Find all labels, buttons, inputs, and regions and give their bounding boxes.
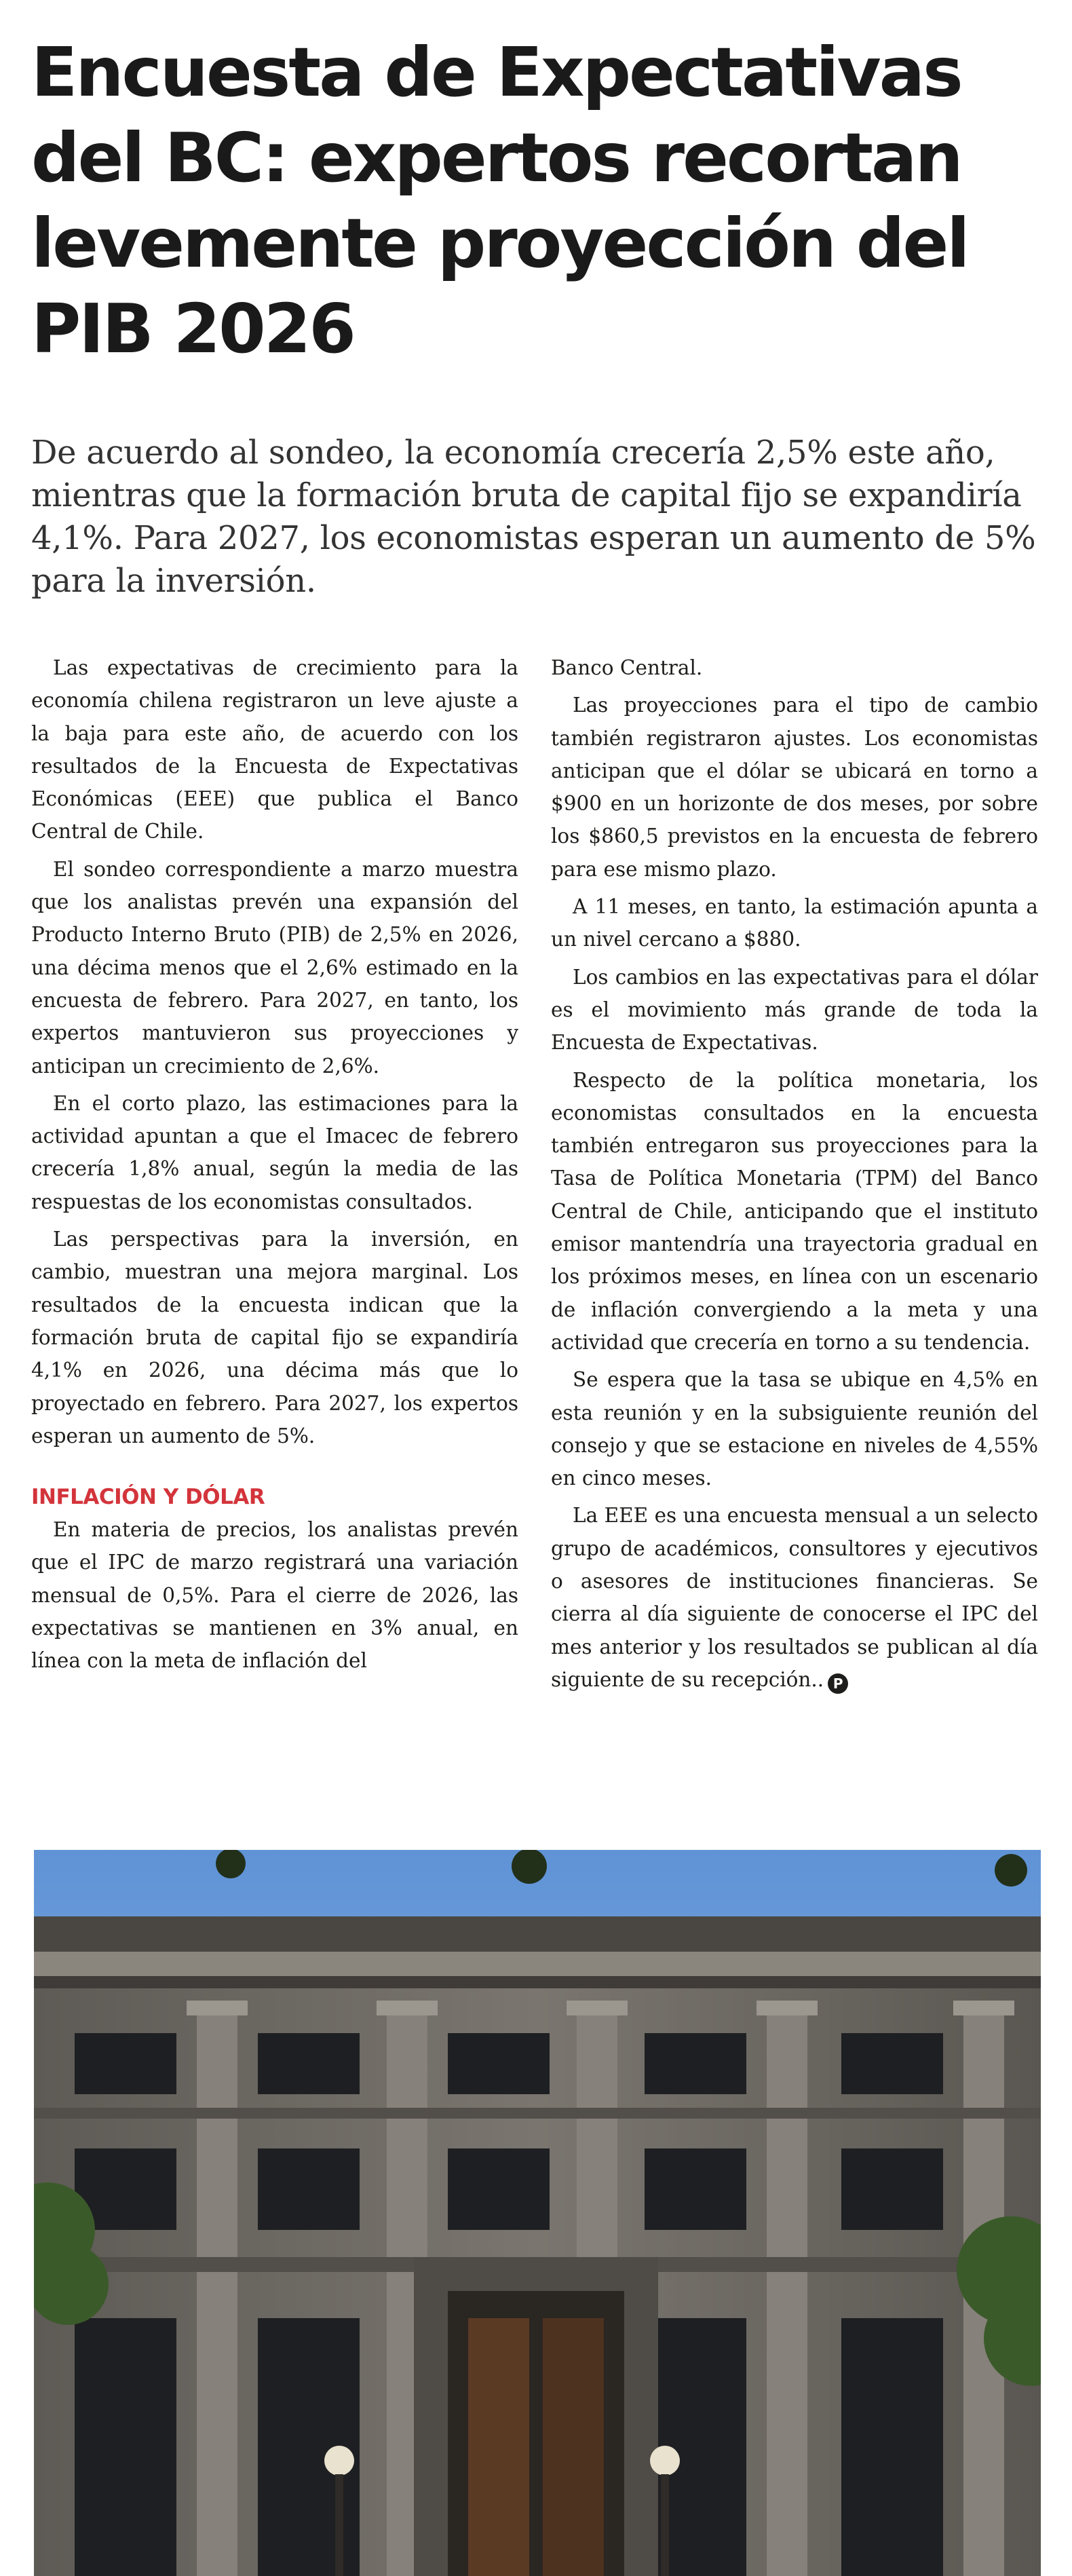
body-paragraph: En el corto plazo, las estimaciones para la actividad apuntan a que el Imacec de febrero crecería 1,8% anual, según la media de las respuestas de los economistas consultados. <box>31 1091 518 1213</box>
final-paragraph-text: La EEE es una encuesta mensual a un selecto grupo de académicos, consultores y ejecutivos o asesores de instituciones financieras. Se cierra al día siguiente de conocerse el IPC del mes anterior y los resultados se publican al día siguiente de su recepción.. <box>551 1504 1038 1691</box>
section-subhead: INFLACIÓN Y DÓLAR <box>31 1485 265 1510</box>
body-paragraph: Respecto de la política monetaria, los economistas consultados en la encuesta también entregaron sus proyecciones para la Tasa de Política Monetaria (TPM) del Banco Central de Chile, anticipando que el instituto emisor mantendría una trayectoria gradual en los próximos meses, en línea con un escenario de inflación convergiendo a la meta y una actividad que crecería en torno a su tendencia. <box>551 1068 1038 1354</box>
end-mark-icon: P <box>828 1673 848 1694</box>
building-photo <box>34 1850 1041 2576</box>
body-paragraph: Las perspectivas para la inversión, en cambio, muestran una mejora marginal. Los resultados de la encuesta indican que la formación bruta de capital fijo se expandiría 4,1% en 2026, una décima más que lo proyectado en febrero. Para 2027, los expertos esperan un aumento de 5%. <box>31 1228 518 1447</box>
headline: Encuesta de Expectativas del BC: expertos recortan levemente proyección del PIB 2026 <box>31 33 968 368</box>
body-paragraph: Las proyecciones para el tipo de cambio también registraron ajustes. Los economistas anticipan que el dólar se ubicará en torno a $900 en un horizonte de dos meses, por sobre los $860,5 previstos en la encuesta de febrero para ese mismo plazo. <box>551 694 1038 881</box>
body-paragraph: El sondeo correspondiente a marzo muestra que los analistas prevén una expansión del Producto Interno Bruto (PIB) de 2,5% en 2026, una décima menos que el 2,6% estimado en la encuesta de febrero. Para 2027, en tanto, los expertos mantuvieron sus proyecciones y anticipan un crecimiento de 2,6%. <box>31 857 518 1078</box>
body-paragraph: En materia de precios, los analistas prevén que el IPC de marzo registrará una variación mensual de 0,5%. Para el cierre de 2026, las expectativas se mantienen en 3% anual, en línea con la meta de inflación del <box>31 1518 518 1673</box>
article-column-right <box>551 651 1038 1701</box>
body-paragraph: Las expectativas de crecimiento para la economía chilena registraron un leve ajuste a la baja para este año, de acuerdo con los resultados de la Encuesta de Expectativas Económicas (EEE) que publica el Banco Central de Chile. <box>31 656 518 844</box>
body-paragraph <box>551 1499 1038 1696</box>
body-paragraph: A 11 meses, en tanto, la estimación apunta a un nivel cercano a $880. <box>551 895 1038 951</box>
lead-paragraph: De acuerdo al sondeo, la economía crecería 2,5% este año, mientras que la formación bruta de capital fijo se expandiría 4,1%. Para 2027, los economistas esperan un aumento de 5% para la inversión. <box>31 434 1036 600</box>
article-column-left <box>31 651 518 1682</box>
body-paragraph: Se espera que la tasa se ubique en 4,5% en esta reunión y en la subsiguiente reunión del consejo y que se estacione en niveles de 4,55% en cinco meses. <box>551 1368 1038 1490</box>
body-paragraph: Banco Central. <box>551 656 703 679</box>
body-paragraph: Los cambios en las expectativas para el dólar es el movimiento más grande de toda la Encuesta de Expectativas. <box>551 965 1038 1055</box>
